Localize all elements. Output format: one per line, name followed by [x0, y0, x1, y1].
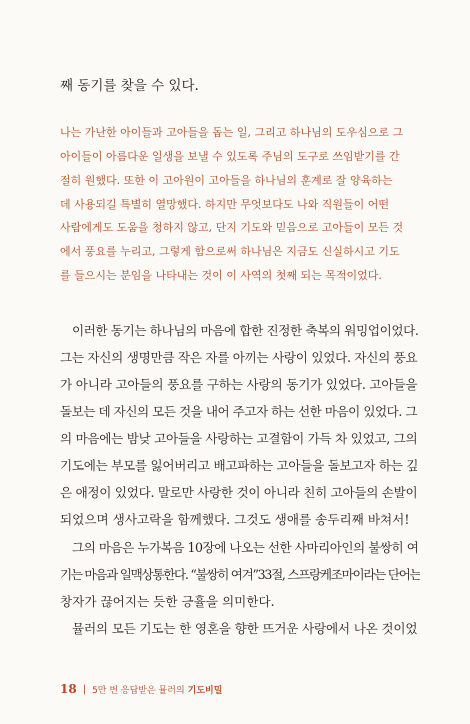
page-number: 18	[60, 682, 77, 696]
body-line: 이러한 동기는 하나님의 마음에 합한 진정한 축복의 워밍업이었다.	[72, 323, 419, 338]
book-title: 5만 번 응답받은 뮬러의	[92, 685, 185, 696]
body-line: 기도에는 부모를 잃어버리고 배고파하는 고아들을 돌보고자 하는 깊	[60, 458, 419, 473]
quote-line: 절히 원했다. 또한 이 고아원이 고아들을 하나님의 훈계로 잘 양육하는	[60, 174, 393, 187]
body-line: 은 애정이 있었다. 말로만 사랑한 것이 아니라 친히 고아들의 손발이	[60, 485, 418, 500]
quote-line: 나는 가난한 아이들과 고아들을 돕는 일, 그리고 하나님의 도우심으로 그	[60, 126, 404, 139]
body-line: 돌보는 데 자신의 모든 것을 내어 주고자 하는 선한 마음이 있었다. 그	[60, 404, 418, 419]
body-line: 기는 마음과 일맥상통한다. “불쌍히 여겨”33절, 스프랑케조마이라는 단어는	[60, 567, 420, 582]
body-line: 그의 마음은 누가복음 10장에 나오는 선한 사마리아인의 불쌍히 여	[72, 540, 419, 555]
body-line: 그는 자신의 생명만큼 작은 자를 아끼는 사랑이 있었다. 자신의 풍요	[60, 350, 418, 365]
quote-line: 에서 풍요를 누리고, 그렇게 함으로써 하나님은 지금도 신실하시고 기도	[60, 245, 400, 258]
footer-separator: |	[82, 683, 87, 695]
quote-line: 를 들으시는 분임을 나타내는 것이 이 사역의 첫째 되는 목적이었다.	[60, 269, 382, 282]
opening-line: 째 동기를 찾을 수 있다.	[60, 78, 199, 94]
body-line: 뮬러의 모든 기도는 한 영혼을 향한 뜨거운 사랑에서 나온 것이었	[72, 621, 418, 636]
body-line: 의 마음에는 밤낮 고아들을 사랑하는 고결함이 가득 차 있었고, 그의	[60, 431, 418, 446]
quote-line: 데 사용되길 특별히 열망했다. 하지만 무엇보다도 나와 직원들이 어떤	[60, 198, 389, 211]
quote-line: 아이들이 아름다운 일생을 보낼 수 있도록 주님의 도구로 쓰임받기를 간	[60, 150, 400, 163]
body-line: 가 아니라 고아들의 풍요를 구하는 사랑의 동기가 있었다. 고아들을	[60, 377, 418, 392]
book-title-emphasis: 기도비밀	[187, 685, 223, 696]
quote-line: 사람에게도 도움을 청하지 않고, 단지 기도와 믿음으로 고아들이 모든 것	[60, 221, 404, 234]
body-line: 창자가 끊어지는 듯한 긍휼을 의미한다.	[60, 594, 275, 609]
page-footer	[60, 682, 222, 696]
body-line: 되었으며 생사고락을 함께했다. 그것도 생애를 송두리째 바쳐서!	[60, 512, 410, 527]
